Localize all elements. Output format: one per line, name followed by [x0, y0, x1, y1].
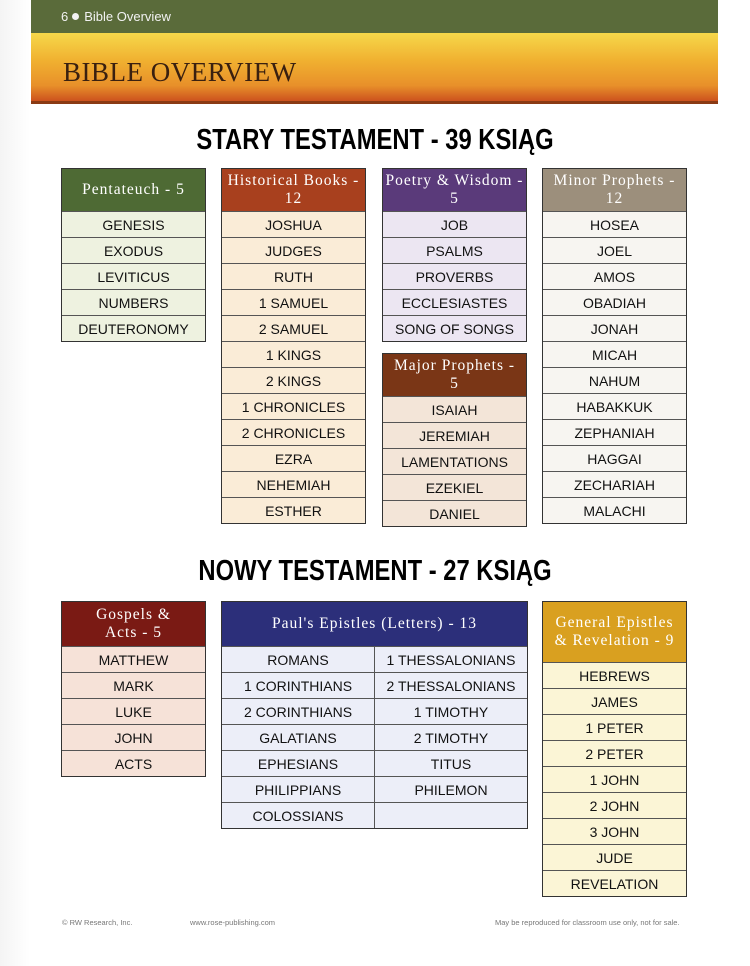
book-row: ESTHER — [222, 497, 365, 523]
pauline-header — [222, 602, 527, 646]
book-row: HABAKKUK — [543, 393, 686, 419]
book-row: 2 THESSALONIANS — [375, 672, 527, 698]
book-row: ZEPHANIAH — [543, 419, 686, 445]
book-row: JUDE — [543, 844, 686, 870]
book-row: ZECHARIAH — [543, 471, 686, 497]
page-edge-shadow — [0, 0, 30, 966]
general-header — [543, 602, 686, 662]
book-row: JOB — [383, 211, 526, 237]
pauls-epistles-table — [221, 601, 528, 829]
poetry-title: Poetry & Wisdom - 5 — [385, 172, 524, 207]
book-row: 1 SAMUEL — [222, 289, 365, 315]
epistles-column-left — [222, 646, 374, 828]
book-row: NEHEMIAH — [222, 471, 365, 497]
pentateuch-table — [61, 168, 206, 342]
book-row: 2 SAMUEL — [222, 315, 365, 341]
book-row: DEUTERONOMY — [62, 315, 205, 341]
book-row: EXODUS — [62, 237, 205, 263]
major-title: Major Prophets - 5 — [393, 357, 516, 392]
book-row: ACTS — [62, 750, 205, 776]
poetry-wisdom-table — [382, 168, 527, 342]
banner-divider — [31, 101, 718, 104]
book-row: 3 JOHN — [543, 818, 686, 844]
historical-books-table — [221, 168, 366, 524]
book-row: 1 TIMOTHY — [375, 698, 527, 724]
book-row: 2 JOHN — [543, 792, 686, 818]
book-row: LEVITICUS — [62, 263, 205, 289]
book-row: 1 JOHN — [543, 766, 686, 792]
book-row: NAHUM — [543, 367, 686, 393]
book-row: PSALMS — [383, 237, 526, 263]
book-row: JUDGES — [222, 237, 365, 263]
book-row: ISAIAH — [383, 396, 526, 422]
book-row: PROVERBS — [383, 263, 526, 289]
book-row: 1 THESSALONIANS — [375, 646, 527, 672]
book-row: REVELATION — [543, 870, 686, 896]
book-row: 1 PETER — [543, 714, 686, 740]
book-row — [375, 802, 527, 828]
book-row: 1 CHRONICLES — [222, 393, 365, 419]
book-row: TITUS — [375, 750, 527, 776]
book-row: LAMENTATIONS — [383, 448, 526, 474]
book-row: 2 KINGS — [222, 367, 365, 393]
book-row: PHILEMON — [375, 776, 527, 802]
gospels-title: Gospels & Acts - 5 — [96, 606, 171, 641]
pentateuch-header — [62, 169, 205, 211]
book-row: 2 CORINTHIANS — [222, 698, 374, 724]
section-name: Bible Overview — [84, 9, 171, 24]
minor-prophets-table — [542, 168, 687, 524]
major-prophets-table — [382, 353, 527, 527]
major-header — [383, 354, 526, 396]
book-row: 2 CHRONICLES — [222, 419, 365, 445]
historical-title: Historical Books - 12 — [227, 172, 360, 207]
book-row: JAMES — [543, 688, 686, 714]
book-row: 1 KINGS — [222, 341, 365, 367]
gospels-header — [62, 602, 205, 646]
new-testament-title: NOWY TESTAMENT - 27 KSIĄG — [198, 555, 552, 587]
pauline-title: Paul's Epistles (Letters) - 13 — [272, 615, 477, 632]
book-row: MATTHEW — [62, 646, 205, 672]
pentateuch-title: Pentateuch - 5 — [82, 181, 185, 198]
book-row: OBADIAH — [543, 289, 686, 315]
book-row: DANIEL — [383, 500, 526, 526]
epistles-column-right — [374, 646, 527, 828]
book-row: 2 PETER — [543, 740, 686, 766]
general-title: General Epistles & Revelation - 9 — [554, 614, 675, 649]
minor-title: Minor Prophets - 12 — [553, 172, 676, 207]
book-row: GENESIS — [62, 211, 205, 237]
book-row: EPHESIANS — [222, 750, 374, 776]
book-row: COLOSSIANS — [222, 802, 374, 828]
page-number: 6 — [61, 9, 69, 24]
book-row: JOEL — [543, 237, 686, 263]
old-testament-title: STARY TESTAMENT - 39 KSIĄG — [196, 124, 554, 156]
book-row: HAGGAI — [543, 445, 686, 471]
page-title: BIBLE OVERVIEW — [63, 57, 297, 87]
book-row: EZEKIEL — [383, 474, 526, 500]
book-row: MALACHI — [543, 497, 686, 523]
book-row: EZRA — [222, 445, 365, 471]
title-banner — [31, 33, 718, 103]
book-row: ROMANS — [222, 646, 374, 672]
book-row: SONG OF SONGS — [383, 315, 526, 341]
minor-header — [543, 169, 686, 211]
usage-note: May be reproduced for classroom use only, not for sale. — [495, 918, 680, 927]
copyright-text: © RW Research, Inc. — [62, 918, 133, 927]
book-row: MARK — [62, 672, 205, 698]
book-row: JOSHUA — [222, 211, 365, 237]
book-row: HEBREWS — [543, 662, 686, 688]
book-row: LUKE — [62, 698, 205, 724]
book-row: JOHN — [62, 724, 205, 750]
bullet-icon — [72, 13, 79, 20]
book-row: RUTH — [222, 263, 365, 289]
book-row: NUMBERS — [62, 289, 205, 315]
historical-header — [222, 169, 365, 211]
page-header-bar — [31, 0, 718, 33]
book-row: JONAH — [543, 315, 686, 341]
epistles-grid — [222, 646, 527, 828]
poetry-header — [383, 169, 526, 211]
book-row: GALATIANS — [222, 724, 374, 750]
book-row: JEREMIAH — [383, 422, 526, 448]
book-row: PHILIPPIANS — [222, 776, 374, 802]
book-row: 2 TIMOTHY — [375, 724, 527, 750]
book-row: AMOS — [543, 263, 686, 289]
book-row: 1 CORINTHIANS — [222, 672, 374, 698]
website-text: www.rose-publishing.com — [190, 918, 276, 927]
gospels-acts-table — [61, 601, 206, 777]
book-row: ECCLESIASTES — [383, 289, 526, 315]
book-row: HOSEA — [543, 211, 686, 237]
book-row: MICAH — [543, 341, 686, 367]
general-epistles-table — [542, 601, 687, 897]
